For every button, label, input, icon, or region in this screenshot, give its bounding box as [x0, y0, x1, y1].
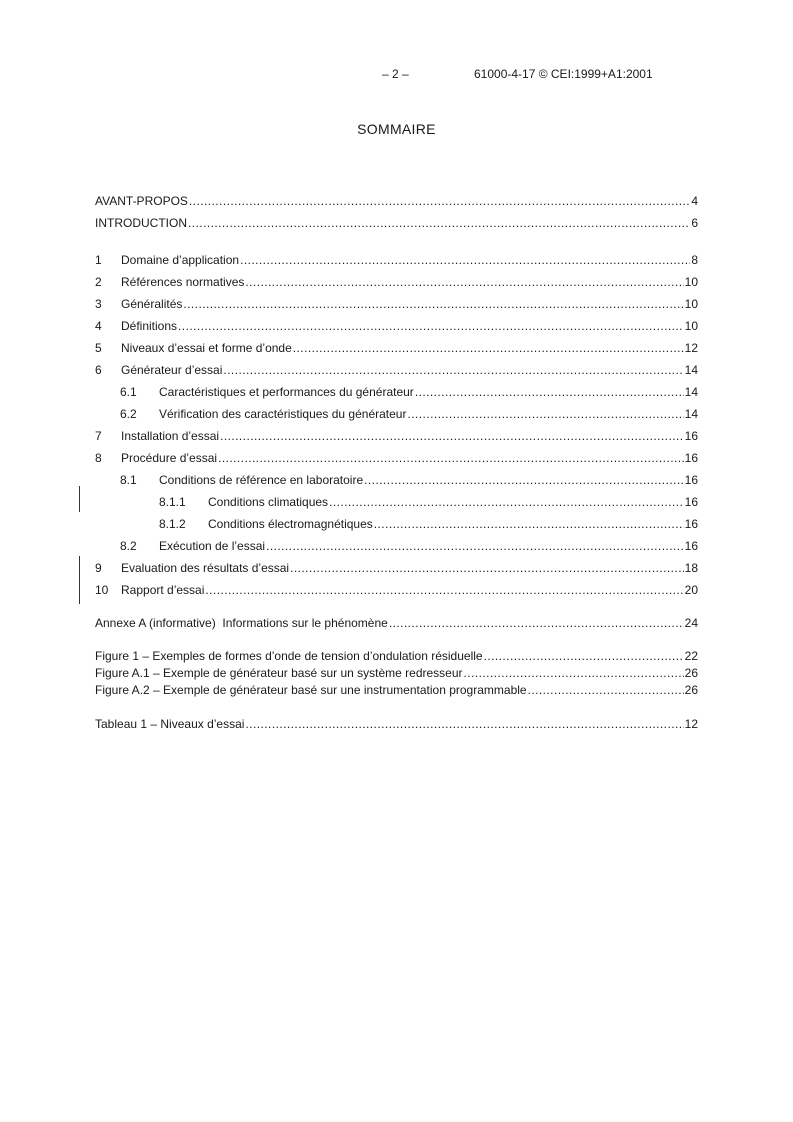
toc-entry-page: 10 [684, 297, 698, 311]
toc-entry-number: 6.2 [120, 407, 137, 421]
toc-entry-clause-6-2[interactable] [120, 406, 698, 422]
toc-entry-number: 8 [95, 451, 102, 465]
toc-entry-label: Vérification des caractéristiques du générateur [159, 407, 407, 421]
toc-entry-label: Tableau 1 – Niveaux d’essai [95, 717, 245, 731]
toc-entry-page: 26 [684, 666, 698, 680]
leader-dots [464, 665, 684, 681]
toc-entry-clause-9[interactable] [95, 560, 698, 576]
leader-dots [220, 428, 684, 444]
toc-entry-number: 9 [95, 561, 102, 575]
toc-entry-label: Figure A.1 – Exemple de générateur basé sur un système redresseur [95, 666, 463, 680]
toc-entry-label: Procédure d’essai [121, 451, 218, 465]
toc-entry-label: Caractéristiques et performances du générateur [159, 385, 414, 399]
toc-entry-clause-5[interactable] [95, 340, 698, 356]
toc-entry-number: 6 [95, 363, 102, 377]
toc-entry-clause-10[interactable] [95, 582, 698, 598]
leader-dots [407, 406, 683, 422]
toc-entry-figure-a1[interactable] [95, 665, 698, 681]
toc-entry-label: Conditions de référence en laboratoire [159, 473, 364, 487]
toc-entry-clause-6-1[interactable] [120, 384, 698, 400]
document-reference: 61000-4-17 © CEI:1999+A1:2001 [474, 67, 653, 81]
toc-entry-number: 8.1.1 [159, 495, 186, 509]
toc-entry-clause-2[interactable] [95, 274, 698, 290]
leader-dots [205, 582, 683, 598]
leader-dots [290, 560, 684, 576]
leader-dots [266, 538, 684, 554]
toc-entry-page: 16 [684, 495, 698, 509]
toc-entry-page: 16 [684, 451, 698, 465]
toc-entry-clause-8-2[interactable] [120, 538, 698, 554]
toc-entry-label: INTRODUCTION [95, 216, 187, 230]
toc-entry-clause-8-1-1[interactable] [159, 494, 698, 510]
leader-dots [183, 296, 683, 312]
leader-dots [364, 472, 684, 488]
toc-entry-page: 16 [684, 473, 698, 487]
toc-entry-number: 5 [95, 341, 102, 355]
toc-entry-page: 14 [684, 363, 698, 377]
toc-entry-label: Conditions climatiques [208, 495, 329, 509]
toc-entry-page: 10 [684, 319, 698, 333]
toc-entry-page: 16 [684, 517, 698, 531]
leader-dots [329, 494, 684, 510]
toc-entry-page: 16 [684, 429, 698, 443]
toc-entry-page: 8 [691, 253, 698, 267]
toc-entry-label: Figure A.2 – Exemple de générateur basé sur une instrumentation programmable [95, 683, 527, 697]
toc-entry-label: Définitions [121, 319, 178, 333]
toc-entry-number: 1 [95, 253, 102, 267]
toc-entry-label: Générateur d’essai [121, 363, 223, 377]
toc-entry-label: Exécution de l’essai [159, 539, 266, 553]
toc-entry-label: Evaluation des résultats d’essai [121, 561, 290, 575]
toc-entry-page: 14 [684, 407, 698, 421]
toc-entry-number: 7 [95, 429, 102, 443]
toc-entry-label: Niveaux d’essai et forme d’onde [121, 341, 292, 355]
toc-entry-label: Installation d’essai [121, 429, 220, 443]
toc-entry-clause-8[interactable] [95, 450, 698, 466]
toc-entry-clause-1[interactable] [95, 252, 698, 268]
revision-bar [79, 556, 80, 604]
revision-bar [79, 486, 80, 512]
toc-entry-clause-8-1-2[interactable] [159, 516, 698, 532]
leader-dots [245, 716, 683, 732]
leader-dots [223, 362, 683, 378]
toc-entry-label: Annexe A (informative) Informations sur le phénomène [95, 616, 388, 630]
toc-entry-page: 14 [684, 385, 698, 399]
toc-entry-clause-7[interactable] [95, 428, 698, 444]
leader-dots [389, 615, 684, 631]
leader-dots [293, 340, 684, 356]
leader-dots [528, 682, 684, 698]
toc-entry-number: 4 [95, 319, 102, 333]
toc-entry-table-1[interactable] [95, 716, 698, 732]
toc-entry-page: 10 [684, 275, 698, 289]
toc-entry-number: 6.1 [120, 385, 137, 399]
toc-entry-number: 3 [95, 297, 102, 311]
toc-entry-clause-6[interactable] [95, 362, 698, 378]
leader-dots [374, 516, 684, 532]
toc-entry-page: 18 [684, 561, 698, 575]
toc-entry-page: 24 [684, 616, 698, 630]
toc-entry-number: 8.1 [120, 473, 137, 487]
leader-dots [415, 384, 684, 400]
leader-dots [218, 450, 684, 466]
toc-entry-label: Généralités [121, 297, 183, 311]
toc-entry-label: Figure 1 – Exemples de formes d’onde de tension d’ondulation résiduelle [95, 649, 483, 663]
toc-entry-page: 26 [684, 683, 698, 697]
leader-dots [245, 274, 683, 290]
toc-entry-page: 16 [684, 539, 698, 553]
toc-entry-avant-propos[interactable] [95, 193, 698, 209]
toc-entry-label: Rapport d’essai [121, 583, 205, 597]
toc-entry-label: Domaine d’application [121, 253, 240, 267]
toc-entry-label: AVANT-PROPOS [95, 194, 188, 208]
toc-entry-page: 22 [684, 649, 698, 663]
toc-entry-number: 10 [95, 583, 109, 597]
toc-entry-introduction[interactable] [95, 215, 698, 231]
toc-entry-clause-3[interactable] [95, 296, 698, 312]
leader-dots [188, 215, 690, 231]
toc-entry-label: Conditions électromagnétiques [208, 517, 373, 531]
page-number: – 2 – [382, 67, 409, 81]
toc-entry-page: 20 [684, 583, 698, 597]
toc-entry-page: 12 [684, 341, 698, 355]
leader-dots [240, 252, 690, 268]
toc-entry-number: 2 [95, 275, 102, 289]
toc-entry-clause-8-1[interactable] [120, 472, 698, 488]
toc-entry-page: 12 [684, 717, 698, 731]
toc-entry-page: 4 [691, 194, 698, 208]
toc-entry-label: Références normatives [121, 275, 245, 289]
leader-dots [189, 193, 690, 209]
toc-entry-page: 6 [691, 216, 698, 230]
toc-entry-figure-1[interactable] [95, 648, 698, 664]
toc-entry-number: 8.1.2 [159, 517, 186, 531]
page-title: SOMMAIRE [357, 121, 436, 137]
toc-entry-clause-4[interactable] [95, 318, 698, 334]
leader-dots [178, 318, 684, 334]
leader-dots [484, 648, 684, 664]
toc-entry-annex-a[interactable] [95, 615, 698, 631]
toc-entry-figure-a2[interactable] [95, 682, 698, 698]
toc-entry-number: 8.2 [120, 539, 137, 553]
